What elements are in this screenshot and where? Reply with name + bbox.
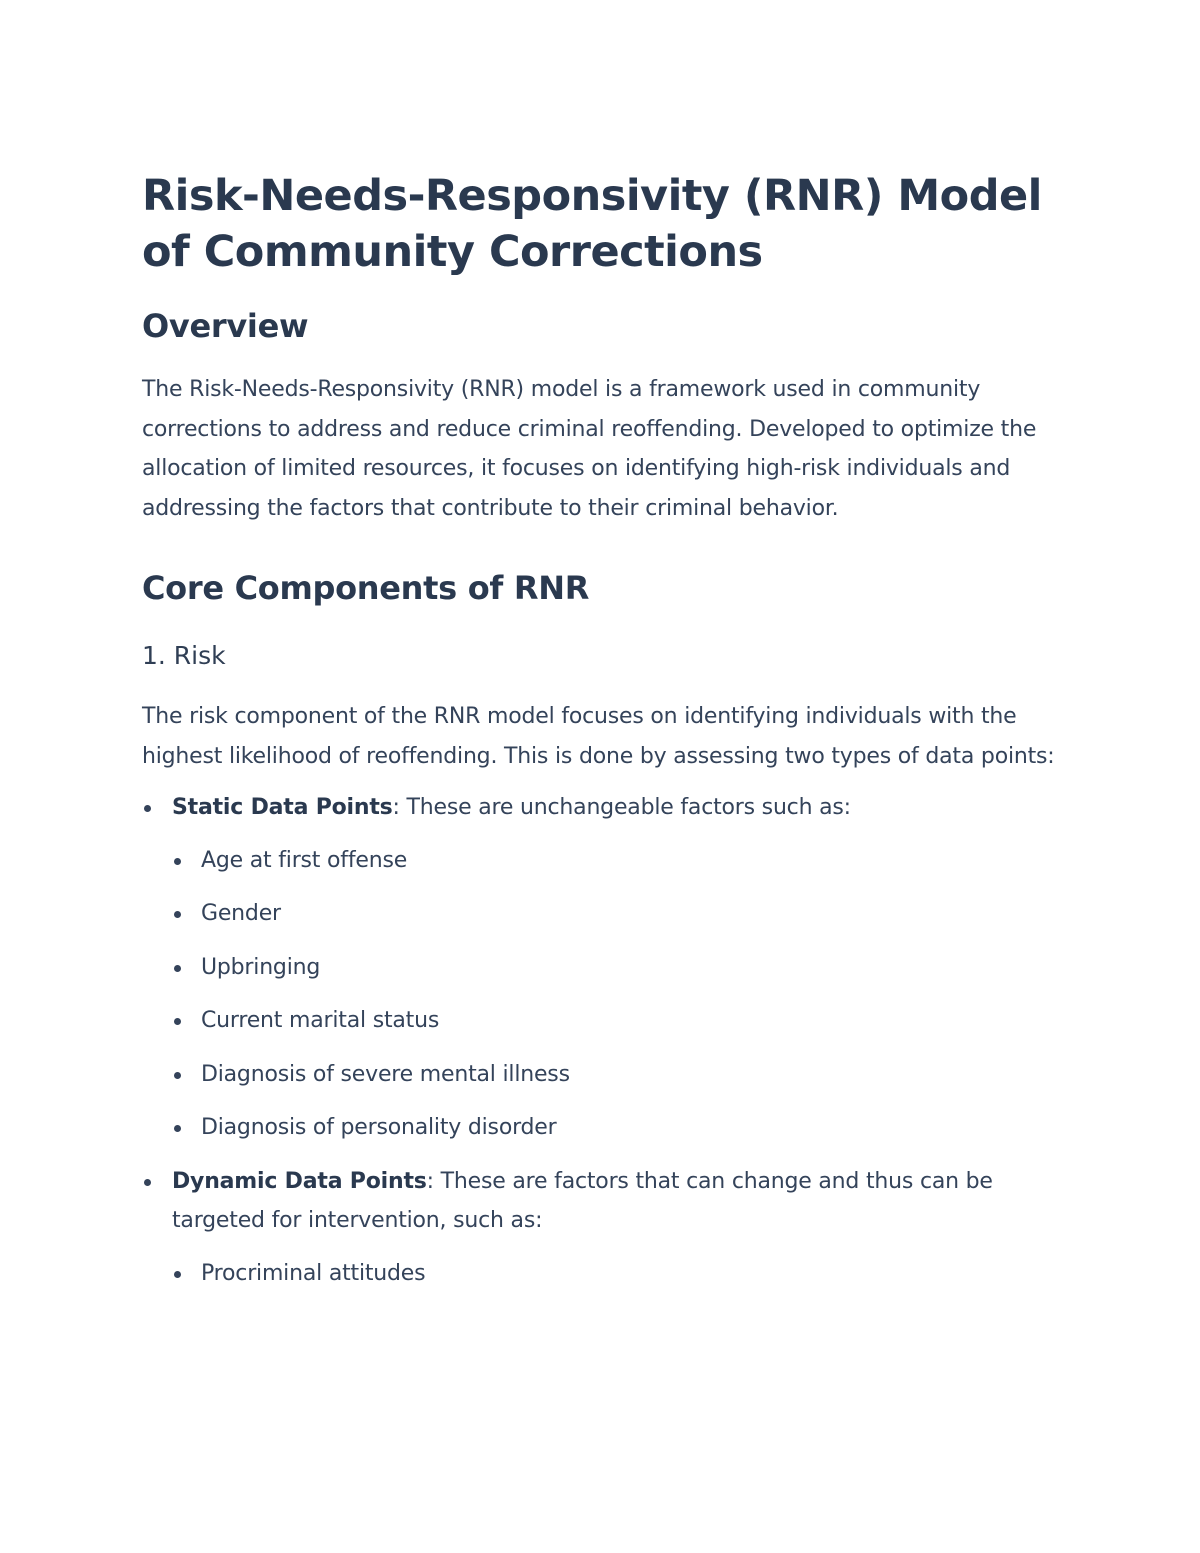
list-item-text: Gender [201, 901, 281, 926]
list-item [172, 1108, 1062, 1148]
bullet-icon [174, 1271, 181, 1278]
dynamic-items-list [172, 1254, 1062, 1294]
risk-paragraph: The risk component of the RNR model focuses on identifying individuals with the highest likelihood of reoffending. This is done by assessing two types of data points: [142, 704, 1055, 769]
bullet-icon [174, 911, 181, 918]
bullet-icon [174, 1072, 181, 1079]
dynamic-term: Dynamic Data Points [172, 1168, 427, 1194]
list-item-dynamic [142, 1162, 1062, 1294]
bullet-icon [174, 858, 181, 865]
overview-paragraph: The Risk-Needs-Responsivity (RNR) model is a framework used in community corrections to address and reduce criminal reoffending. Developed to optimize the allocation of limited resources, it focuses on identifying high-risk individuals and addressing the factors that contribute to their criminal behavior. [142, 377, 1037, 521]
bullet-icon [174, 1125, 181, 1132]
list-item-text: Upbringing [201, 954, 321, 980]
page-title: Risk-Needs-Responsivity (RNR) Model of Community Corrections [142, 171, 1042, 277]
list-item-text: Procriminal attitudes [201, 1260, 426, 1286]
list-item [172, 894, 1062, 934]
list-item [172, 1254, 1062, 1294]
overview-heading: Overview [142, 307, 309, 345]
static-description: : These are unchangeable factors such as: [392, 795, 851, 820]
bullet-icon [174, 965, 181, 972]
list-item [172, 841, 1062, 881]
static-term: Static Data Points [172, 795, 393, 820]
list-item-text: Diagnosis of severe mental illness [201, 1061, 570, 1087]
list-item [172, 948, 1062, 988]
core-components-heading: Core Components of RNR [142, 569, 590, 607]
data-points-list [142, 788, 1062, 1293]
list-item-static [142, 788, 1062, 1148]
bullet-icon [144, 805, 151, 812]
list-item [172, 1055, 1062, 1095]
dynamic-description: : These are factors that can change and thus can be targeted for intervention, such as: [172, 1168, 993, 1233]
bullet-icon [144, 1179, 151, 1186]
list-item [172, 1001, 1062, 1041]
bullet-icon [174, 1018, 181, 1025]
risk-heading: 1. Risk [142, 641, 226, 670]
list-item-text: Age at first offense [201, 847, 408, 873]
list-item-text: Diagnosis of personality disorder [201, 1115, 557, 1140]
list-item-text: Current marital status [201, 1008, 440, 1033]
document-page [142, 168, 1062, 1307]
static-items-list [172, 841, 1062, 1148]
